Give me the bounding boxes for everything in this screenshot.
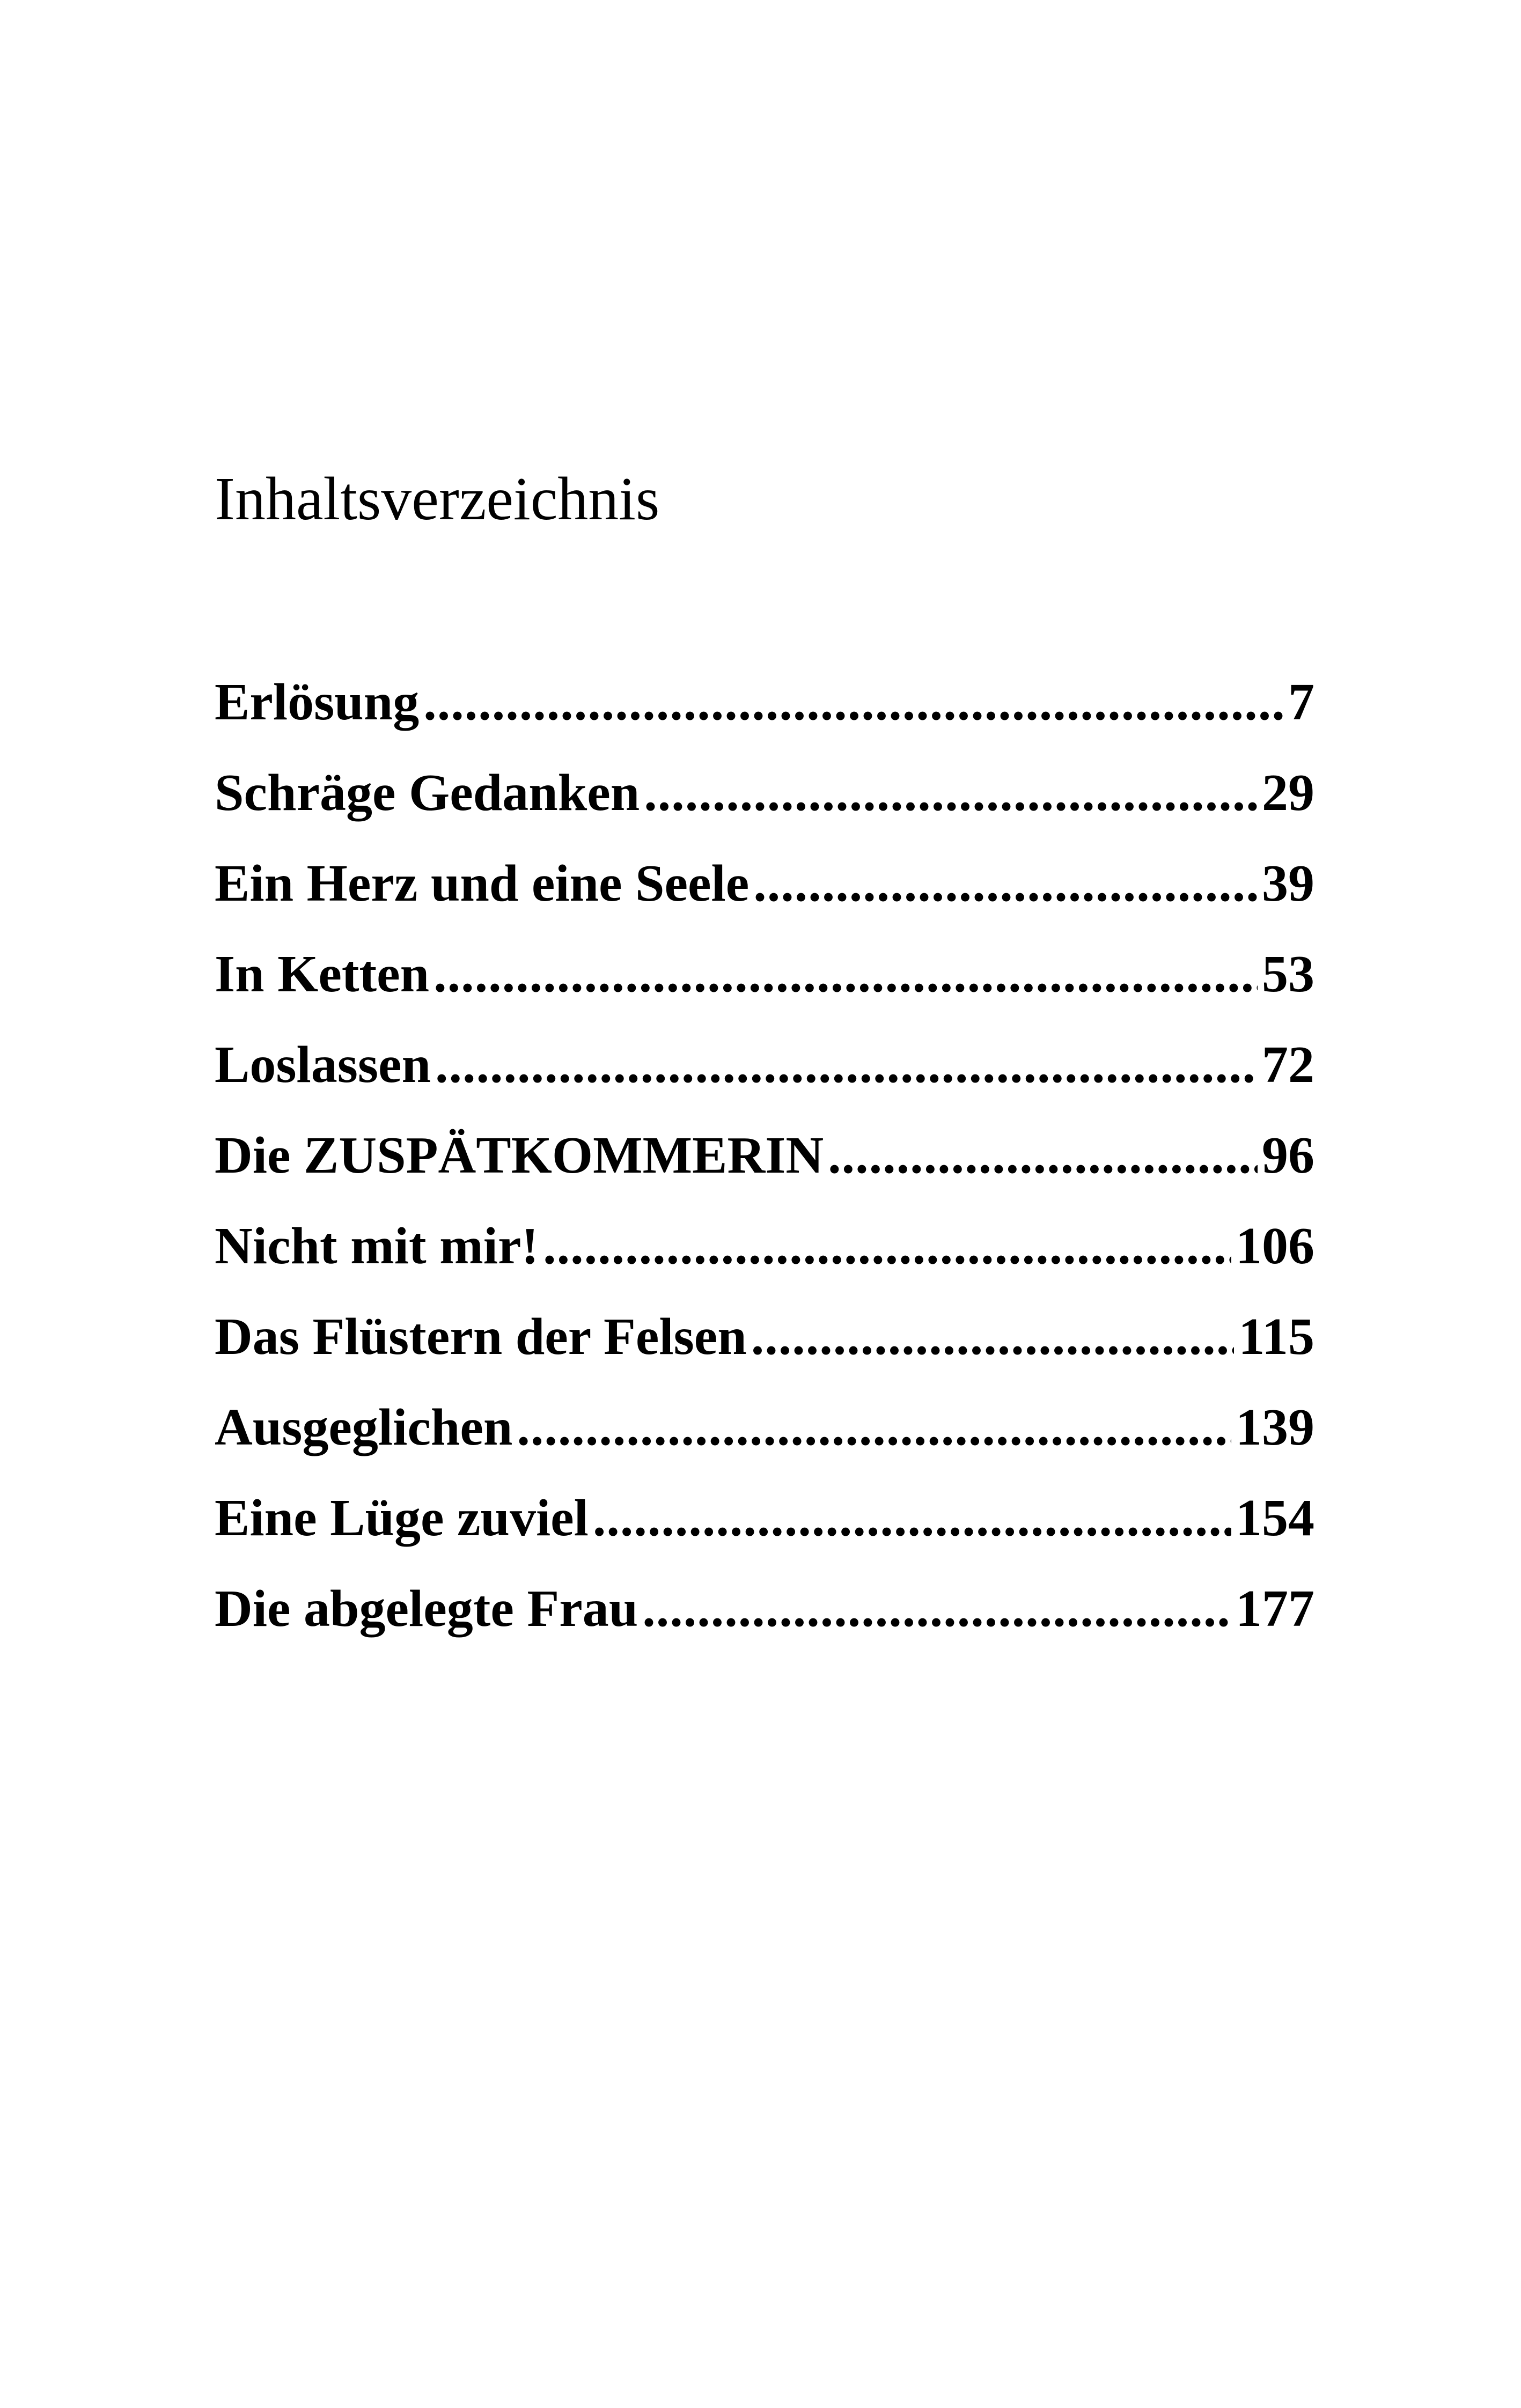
toc-entry — [215, 1020, 1314, 1110]
toc-entry-label: Eine Lüge zuviel — [215, 1489, 589, 1547]
dot-leader — [828, 1110, 1258, 1201]
toc-entry — [215, 1201, 1314, 1292]
toc-entry — [215, 748, 1314, 838]
toc-entry-label: Erlösung — [215, 673, 420, 731]
toc-entry-page: 7 — [1288, 673, 1314, 731]
toc-entry — [215, 1564, 1314, 1654]
toc-entry-page: 106 — [1236, 1217, 1314, 1275]
toc-entry-label: Die abgelegte Frau — [215, 1580, 638, 1638]
toc-list — [215, 657, 1314, 1654]
dot-leader — [423, 657, 1284, 748]
toc-entry-label: Loslassen — [215, 1036, 431, 1094]
toc-title: Inhaltsverzeichnis — [215, 465, 660, 533]
dot-leader — [433, 929, 1258, 1020]
toc-entry-label: Nicht mit mir! — [215, 1217, 539, 1275]
dot-leader — [517, 1382, 1231, 1473]
dot-leader — [644, 748, 1258, 838]
toc-entry — [215, 1382, 1314, 1473]
toc-entry-label: Ausgeglichen — [215, 1398, 513, 1456]
toc-entry — [215, 1110, 1314, 1201]
toc-entry-label: Ein Herz und eine Seele — [215, 855, 750, 912]
toc-entry — [215, 1473, 1314, 1564]
toc-entry-page: 39 — [1262, 855, 1314, 912]
toc-entry-label: In Ketten — [215, 945, 430, 1003]
toc-entry-page: 96 — [1262, 1126, 1314, 1184]
dot-leader — [435, 1020, 1258, 1110]
toc-entry-label: Das Flüstern der Felsen — [215, 1308, 747, 1366]
toc-entry-label: Schräge Gedanken — [215, 764, 640, 822]
toc-entry-page: 177 — [1236, 1580, 1314, 1638]
dot-leader — [543, 1201, 1231, 1292]
dot-leader — [642, 1564, 1231, 1654]
toc-entry-page: 139 — [1236, 1398, 1314, 1456]
toc-entry-page: 53 — [1262, 945, 1314, 1003]
toc-entry — [215, 1292, 1314, 1382]
toc-entry-page: 29 — [1262, 764, 1314, 822]
toc-entry — [215, 929, 1314, 1020]
toc-entry-page: 115 — [1238, 1308, 1314, 1366]
toc-entry-label: Die ZUSPÄTKOMMERIN — [215, 1126, 824, 1184]
toc-entry-page: 72 — [1262, 1036, 1314, 1094]
dot-leader — [751, 1292, 1235, 1382]
toc-entry — [215, 657, 1314, 748]
dot-leader — [753, 838, 1258, 929]
toc-entry-page: 154 — [1236, 1489, 1314, 1547]
dot-leader — [593, 1473, 1231, 1564]
toc-entry — [215, 838, 1314, 929]
